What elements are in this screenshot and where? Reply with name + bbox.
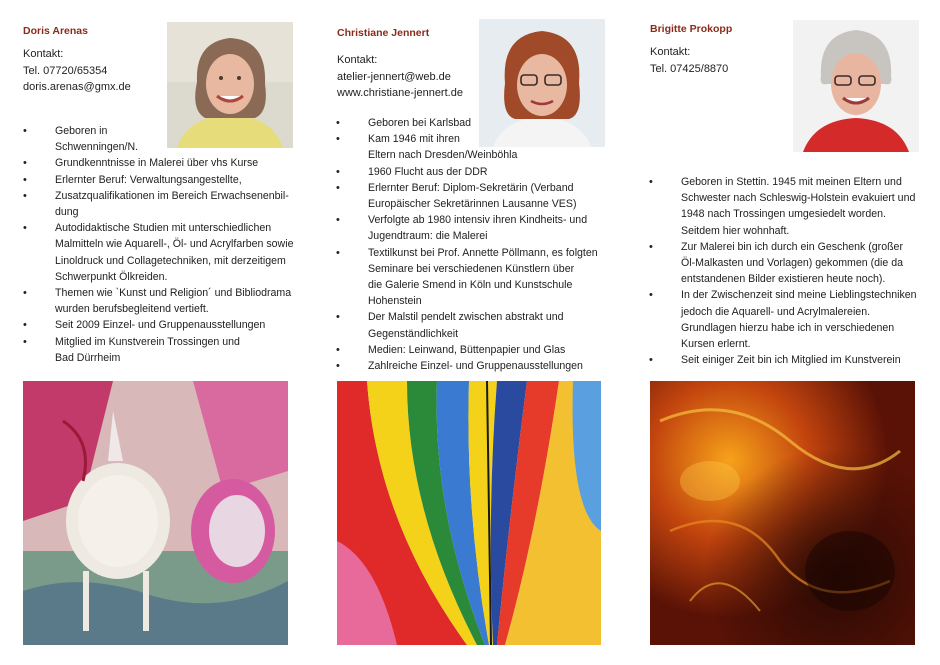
bio-item: • Seit einiger Zeit bin ich Mitglied im Kunstverein: [681, 352, 939, 368]
bio-list: [368, 115, 623, 374]
bio-item: • Zahlreiche Einzel- und Gruppenausstellungen: [368, 358, 623, 374]
bio-item: • Textilkunst bei Prof. Annette Pöllmann, es folgten Seminare bei verschiedenen Künstlern über die Galerie Smend in Köln und Kunstschule Hohenstein: [368, 245, 623, 310]
contact-label: Kontakt:: [23, 48, 64, 60]
artist-name: Doris Arenas: [23, 25, 88, 37]
bio-item: • In der Zwischenzeit sind meine Lieblingstechniken jedoch die Aquarell- und Acrylmalereien. Grundlagen hierzu habe ich in verschiedenen Kursen erlernt.: [681, 287, 939, 352]
bio-item: • Geboren in Stettin. 1945 mit meinen Eltern und Schwester nach Schleswig-Holstein evakuiert und 1948 nach Trossingen umgesiedelt worden. Seitdem hier wohnhaft.: [681, 174, 939, 239]
bio-item: • Erlernter Beruf: Verwaltungsangestellte,: [55, 172, 305, 188]
bio-item: • Zur Malerei bin ich durch ein Geschenk (großer Öl-Malkasten und Vorlagen) gekommen (die da entstandenen Bilder existieren heute noch).: [681, 239, 939, 288]
contact-label: Kontakt:: [650, 46, 691, 58]
bio-list: [681, 174, 939, 368]
contact-label: Kontakt:: [337, 54, 378, 66]
artist-name: Christiane Jennert: [337, 27, 430, 39]
bio-item: • Mitglied im Kunstverein Trossingen und Bad Dürrheim: [55, 334, 305, 366]
contact-phone: Tel. 07720/65354: [23, 64, 108, 77]
bio-list: [55, 123, 305, 366]
artist-column-brigitte: [627, 0, 940, 665]
bio-item: • Seit 2009 Einzel- und Gruppenausstellungen: [55, 317, 305, 333]
bio-item: • Kam 1946 mit ihren Eltern nach Dresden/Weinböhla: [368, 131, 623, 163]
contact-website[interactable]: www.christiane-jennert.de: [337, 87, 463, 99]
bio-item: • Geboren bei Karlsbad: [368, 115, 623, 131]
contact-phone: Tel. 07425/8870: [650, 62, 729, 75]
artist-name: Brigitte Prokopp: [650, 23, 733, 35]
bio-item: • Geboren in Schwenningen/N.: [55, 123, 305, 155]
contact-email[interactable]: doris.arenas@gmx.de: [23, 81, 131, 93]
bio-item: • Zusatzqualifikationen im Bereich Erwachsenenbil- dung: [55, 188, 305, 220]
contact-email[interactable]: atelier-jennert@web.de: [337, 70, 451, 83]
artwork-painting: [650, 381, 915, 645]
artist-column-doris: [0, 0, 313, 665]
portrait-photo: [793, 20, 919, 152]
contact-block: [650, 44, 728, 77]
artist-column-christiane: [313, 0, 627, 665]
contact-block: [23, 46, 131, 96]
bio-item: • Themen wie `Kunst und Religion´ und Bibliodrama wurden berufsbegleitend vertieft.: [55, 285, 305, 317]
bio-item: • Medien: Leinwand, Büttenpapier und Glas: [368, 342, 623, 358]
artwork-painting: [337, 381, 601, 645]
artwork-painting: [23, 381, 288, 645]
contact-block: [337, 52, 463, 102]
bio-item: • Verfolgte ab 1980 intensiv ihren Kindheits- und Jugendtraum: die Malerei: [368, 212, 623, 244]
bio-item: • Der Malstil pendelt zwischen abstrakt und Gegenständlichkeit: [368, 309, 623, 341]
bio-item: • 1960 Flucht aus der DDR: [368, 164, 623, 180]
bio-item: • Grundkenntnisse in Malerei über vhs Kurse: [55, 155, 305, 171]
bio-item: • Autodidaktische Studien mit unterschiedlichen Malmitteln wie Aquarell-, Öl- und Acrylfarben sowie Linoldruck und Collagetechniken, mit derzeitigem Schwerpunkt Ölkreiden.: [55, 220, 305, 285]
bio-item: • Erlernter Beruf: Diplom-Sekretärin (Verband Europäischer Sekretärinnen Lausanne VES): [368, 180, 623, 212]
